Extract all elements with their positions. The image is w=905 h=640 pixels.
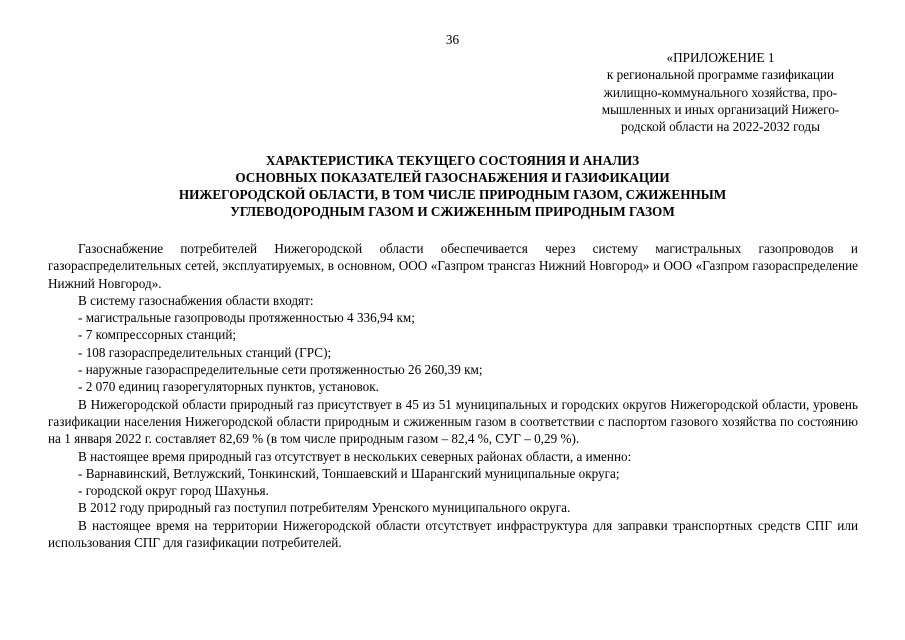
- heading-line: НИЖЕГОРОДСКОЙ ОБЛАСТИ, В ТОМ ЧИСЛЕ ПРИРОДНЫМ ГАЗОМ, СЖИЖЕННЫМ: [178, 187, 727, 202]
- list-item: - Варнавинский, Ветлужский, Тонкинский, Тоншаевский и Шарангский муниципальные округа;: [78, 465, 620, 481]
- paragraph: В настоящее время на территории Нижегородской области отсутствует инфраструктура для заправки транспортных средств СПГ или использования СПГ для газификации потребителей.: [48, 517, 858, 551]
- appendix-title: «ПРИЛОЖЕНИЕ 1: [666, 50, 775, 65]
- paragraph: В систему газоснабжения области входят:: [78, 292, 314, 308]
- heading-line: ХАРАКТЕРИСТИКА ТЕКУЩЕГО СОСТОЯНИЯ И АНАЛИЗ: [265, 153, 640, 168]
- body-text: [48, 240, 858, 551]
- heading-line: ОСНОВНЫХ ПОКАЗАТЕЛЕЙ ГАЗОСНАБЖЕНИЯ И ГАЗИФИКАЦИИ: [235, 170, 670, 185]
- list-item: - 108 газораспределительных станций (ГРС);: [78, 344, 332, 360]
- paragraph: В Нижегородской области природный газ присутствует в 45 из 51 муниципальных и городских округов Нижегородской области, уровень газификации населения Нижегородской области природным и сжиженным газом в соответствии с паспортом газового хозяйства по состоянию на 1 января 2022 г. составляет 82,69 % (в том числе природным газом – 82,4 %, СУГ – 0,29 %).: [48, 396, 858, 447]
- paragraph: Газоснабжение потребителей Нижегородской области обеспечивается через систему магистральных газопроводов и газораспределительных сетей, эксплуатируемых, в основном, ООО «Газпром трансгаз Нижний Новгород» и ООО «Газпром газораспределение Нижний Новгород».: [48, 241, 858, 291]
- page-number: 36: [445, 32, 460, 47]
- appendix-line: мышленных и иных организаций Нижего-: [601, 101, 840, 117]
- section-heading: [110, 152, 795, 220]
- list-item: - городской округ город Шахунья.: [78, 483, 269, 499]
- paragraph: В 2012 году природный газ поступил потребителям Уренского муниципального округа.: [78, 500, 571, 516]
- appendix-line: к региональной программе газификации: [606, 67, 835, 83]
- list-item: - магистральные газопроводы протяженностью 4 336,94 км;: [78, 310, 415, 326]
- appendix-block: [583, 49, 858, 135]
- list-item: - наружные газораспределительные сети протяженностью 26 260,39 км;: [78, 362, 483, 378]
- paragraph: В настоящее время природный газ отсутствует в нескольких северных районах области, а именно:: [78, 448, 632, 464]
- list-item: - 7 компрессорных станций;: [78, 327, 237, 343]
- list-item: - 2 070 единиц газорегуляторных пунктов, установок.: [78, 379, 379, 395]
- appendix-line: родской области на 2022-2032 годы: [621, 119, 820, 135]
- heading-line: УГЛЕВОДОРОДНЫМ ГАЗОМ И СЖИЖЕННЫМ ПРИРОДНЫМ ГАЗОМ: [230, 204, 675, 219]
- appendix-line: жилищно-коммунального хозяйства, про-: [603, 84, 838, 100]
